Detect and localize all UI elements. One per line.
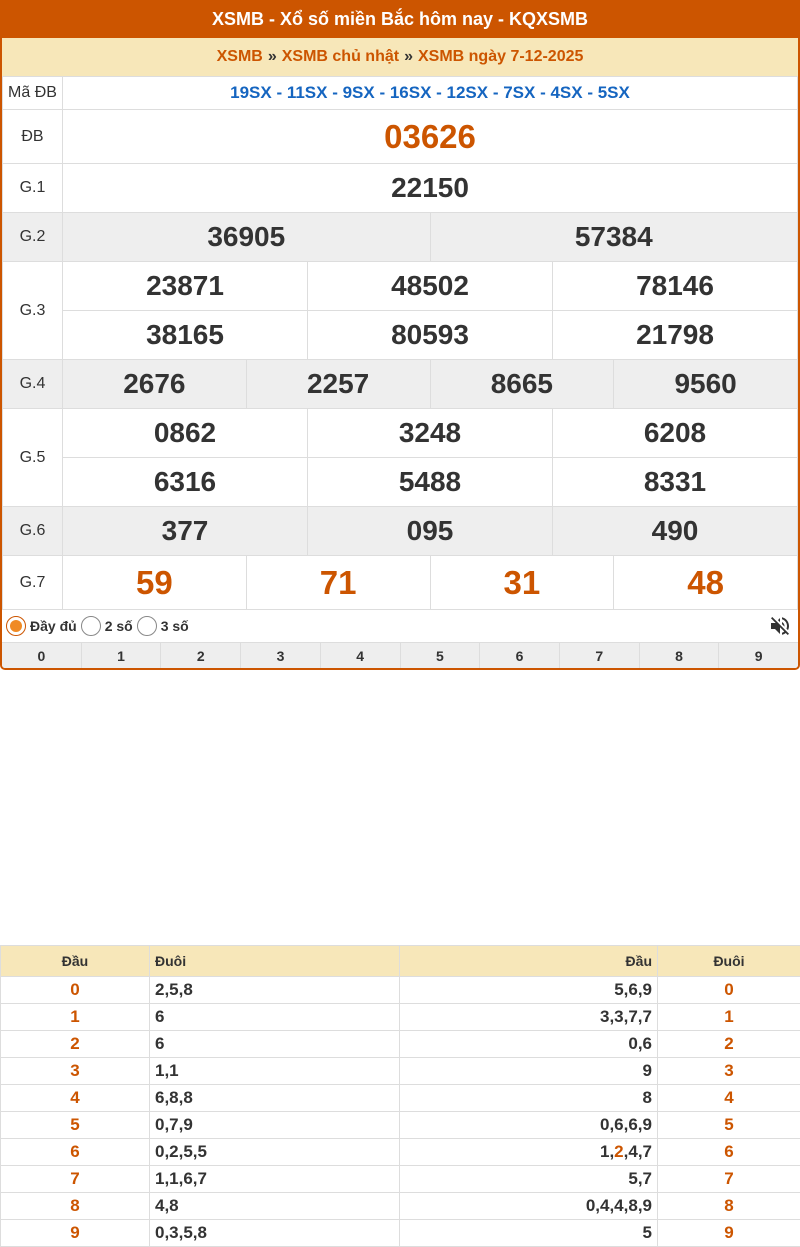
prize-g4: 9560 bbox=[614, 360, 798, 409]
loto-table bbox=[0, 945, 800, 1247]
digit-filter-button[interactable]: 0 bbox=[2, 643, 82, 669]
prize-g4: 8665 bbox=[430, 360, 614, 409]
digit-filter-button[interactable]: 6 bbox=[480, 643, 560, 669]
loto-heads: 0,4,4,8,9 bbox=[400, 1193, 658, 1220]
prize-g7: 59 bbox=[63, 556, 247, 610]
row-ma-db bbox=[3, 77, 798, 110]
breadcrumb-link-xsmb[interactable]: XSMB bbox=[216, 48, 263, 65]
row-db bbox=[3, 110, 798, 164]
loto-head-digit: 1 bbox=[1, 1004, 150, 1031]
loto-tails: 6,8,8 bbox=[150, 1085, 400, 1112]
prize-g7: 31 bbox=[430, 556, 614, 610]
loto-heads-highlight: 2 bbox=[614, 1142, 624, 1161]
loto-heads: 8 bbox=[400, 1085, 658, 1112]
loto-row bbox=[1, 1058, 800, 1085]
loto-head-digit: 0 bbox=[1, 977, 150, 1004]
loto-heads: 5 bbox=[400, 1220, 658, 1247]
breadcrumb bbox=[2, 38, 798, 76]
option-2-digits[interactable] bbox=[81, 616, 133, 636]
loto-header-duoi: Đuôi bbox=[658, 946, 800, 977]
prize-g4: 2676 bbox=[63, 360, 247, 409]
prize-g5: 6208 bbox=[553, 409, 798, 458]
row-g4 bbox=[3, 360, 798, 409]
loto-tail-digit: 7 bbox=[658, 1166, 800, 1193]
prize-g6: 490 bbox=[553, 507, 798, 556]
volume-off-icon[interactable] bbox=[768, 614, 792, 638]
loto-row bbox=[1, 1004, 800, 1031]
breadcrumb-link-sunday[interactable]: XSMB chủ nhật bbox=[281, 48, 400, 65]
loto-heads: 0,6 bbox=[400, 1031, 658, 1058]
prize-g3: 21798 bbox=[553, 311, 798, 360]
prize-g6: 377 bbox=[63, 507, 308, 556]
label-ma-db: Mã ĐB bbox=[3, 77, 63, 110]
loto-tails: 0,7,9 bbox=[150, 1112, 400, 1139]
ma-db-value: 19SX - 11SX - 9SX - 16SX - 12SX - 7SX - 4SX - 5SX bbox=[63, 77, 798, 110]
loto-tails: 1,1,6,7 bbox=[150, 1166, 400, 1193]
row-g2 bbox=[3, 213, 798, 262]
label-g1: G.1 bbox=[3, 164, 63, 213]
loto-row bbox=[1, 1031, 800, 1058]
loto-header-duoi: Đuôi bbox=[150, 946, 400, 977]
results-table bbox=[2, 76, 798, 610]
label-db: ĐB bbox=[3, 110, 63, 164]
prize-g3: 38165 bbox=[63, 311, 308, 360]
loto-tails: 2,5,8 bbox=[150, 977, 400, 1004]
loto-tails: 0,2,5,5 bbox=[150, 1139, 400, 1166]
option-3-digits[interactable] bbox=[137, 616, 189, 636]
loto-tails: 1,1 bbox=[150, 1058, 400, 1085]
label-g3: G.3 bbox=[3, 262, 63, 360]
loto-row bbox=[1, 1112, 800, 1139]
loto-tails: 6 bbox=[150, 1004, 400, 1031]
loto-row bbox=[1, 1220, 800, 1247]
prize-g5: 6316 bbox=[63, 458, 308, 507]
page-title: XSMB - Xổ số miền Bắc hôm nay - KQXSMB bbox=[2, 0, 798, 38]
prize-g2: 36905 bbox=[63, 213, 431, 262]
label-g6: G.6 bbox=[3, 507, 63, 556]
row-g1 bbox=[3, 164, 798, 213]
digit-filter-button[interactable]: 7 bbox=[560, 643, 640, 669]
prize-g3: 23871 bbox=[63, 262, 308, 311]
prize-g3: 48502 bbox=[308, 262, 553, 311]
label-g4: G.4 bbox=[3, 360, 63, 409]
prize-g7: 71 bbox=[246, 556, 430, 610]
digit-filter-button[interactable]: 3 bbox=[241, 643, 321, 669]
prize-g2: 57384 bbox=[430, 213, 798, 262]
row-g7 bbox=[3, 556, 798, 610]
label-g2: G.2 bbox=[3, 213, 63, 262]
loto-tails: 4,8 bbox=[150, 1193, 400, 1220]
label-g5: G.5 bbox=[3, 409, 63, 507]
breadcrumb-separator: » bbox=[267, 48, 277, 65]
digit-filter-button[interactable]: 9 bbox=[754, 648, 763, 664]
loto-head-digit: 5 bbox=[1, 1112, 150, 1139]
prize-g5: 0862 bbox=[63, 409, 308, 458]
loto-row bbox=[1, 977, 800, 1004]
loto-tail-digit: 5 bbox=[658, 1112, 800, 1139]
loto-head-digit: 8 bbox=[1, 1193, 150, 1220]
loto-tails: 0,3,5,8 bbox=[150, 1220, 400, 1247]
loto-tail-digit: 8 bbox=[658, 1193, 800, 1220]
digit-filter-button[interactable]: 8 bbox=[640, 643, 720, 669]
loto-heads: 5,7 bbox=[400, 1166, 658, 1193]
option-3-digits-label: 3 số bbox=[160, 618, 189, 634]
prize-g4: 2257 bbox=[246, 360, 430, 409]
prize-g6: 095 bbox=[308, 507, 553, 556]
display-options bbox=[2, 610, 798, 642]
loto-header-dau: Đầu bbox=[1, 946, 150, 977]
prize-g5: 8331 bbox=[553, 458, 798, 507]
loto-row bbox=[1, 1085, 800, 1112]
prize-g3: 80593 bbox=[308, 311, 553, 360]
option-full[interactable] bbox=[6, 616, 77, 636]
loto-head-digit: 6 bbox=[1, 1139, 150, 1166]
row-g5 bbox=[3, 458, 798, 507]
loto-row bbox=[1, 1166, 800, 1193]
radio-full[interactable] bbox=[6, 616, 26, 636]
breadcrumb-link-date[interactable]: XSMB ngày 7-12-2025 bbox=[417, 48, 584, 65]
loto-head-digit: 4 bbox=[1, 1085, 150, 1112]
loto-head-digit: 2 bbox=[1, 1031, 150, 1058]
loto-head-digit: 9 bbox=[1, 1220, 150, 1247]
digit-filter-button[interactable]: 4 bbox=[321, 643, 401, 669]
prize-g1: 22150 bbox=[63, 164, 798, 213]
prize-g5: 3248 bbox=[308, 409, 553, 458]
loto-row bbox=[1, 1193, 800, 1220]
loto-tail-digit: 1 bbox=[658, 1004, 800, 1031]
breadcrumb-separator: » bbox=[404, 48, 413, 65]
loto-tail-digit: 9 bbox=[658, 1220, 800, 1247]
label-g7: G.7 bbox=[3, 556, 63, 610]
loto-header-row bbox=[1, 946, 800, 977]
loto-tail-digit: 0 bbox=[658, 977, 800, 1004]
prize-g7: 48 bbox=[614, 556, 798, 610]
radio-2-digits[interactable] bbox=[81, 616, 101, 636]
prize-g5: 5488 bbox=[308, 458, 553, 507]
loto-heads: 9 bbox=[400, 1058, 658, 1085]
loto-header-dau: Đầu bbox=[400, 946, 658, 977]
option-2-digits-label: 2 số bbox=[104, 618, 133, 634]
digit-filter-button[interactable]: 5 bbox=[401, 643, 481, 669]
digit-filter-button[interactable]: 2 bbox=[161, 643, 241, 669]
loto-row bbox=[1, 1139, 800, 1166]
row-g3 bbox=[3, 311, 798, 360]
loto-heads bbox=[400, 1139, 658, 1166]
prize-g3: 78146 bbox=[553, 262, 798, 311]
digit-filter-button[interactable]: 1 bbox=[82, 643, 162, 669]
loto-head-digit: 7 bbox=[1, 1166, 150, 1193]
digit-filter bbox=[2, 642, 798, 669]
loto-tail-digit: 2 bbox=[658, 1031, 800, 1058]
row-g5 bbox=[3, 409, 798, 458]
special-prize: 03626 bbox=[63, 110, 798, 164]
loto-tail-digit: 6 bbox=[658, 1139, 800, 1166]
row-g3 bbox=[3, 262, 798, 311]
loto-head-digit: 3 bbox=[1, 1058, 150, 1085]
loto-heads: 3,3,7,7 bbox=[400, 1004, 658, 1031]
row-g6 bbox=[3, 507, 798, 556]
option-full-label: Đầy đủ bbox=[30, 618, 77, 634]
loto-tails: 6 bbox=[150, 1031, 400, 1058]
loto-heads: 5,6,9 bbox=[400, 977, 658, 1004]
radio-3-digits[interactable] bbox=[137, 616, 157, 636]
loto-tail-digit: 3 bbox=[658, 1058, 800, 1085]
loto-tail-digit: 4 bbox=[658, 1085, 800, 1112]
loto-heads-part: ,4,7 bbox=[623, 1142, 652, 1161]
loto-heads: 0,6,6,9 bbox=[400, 1112, 658, 1139]
loto-heads-part: 1, bbox=[599, 1142, 615, 1161]
